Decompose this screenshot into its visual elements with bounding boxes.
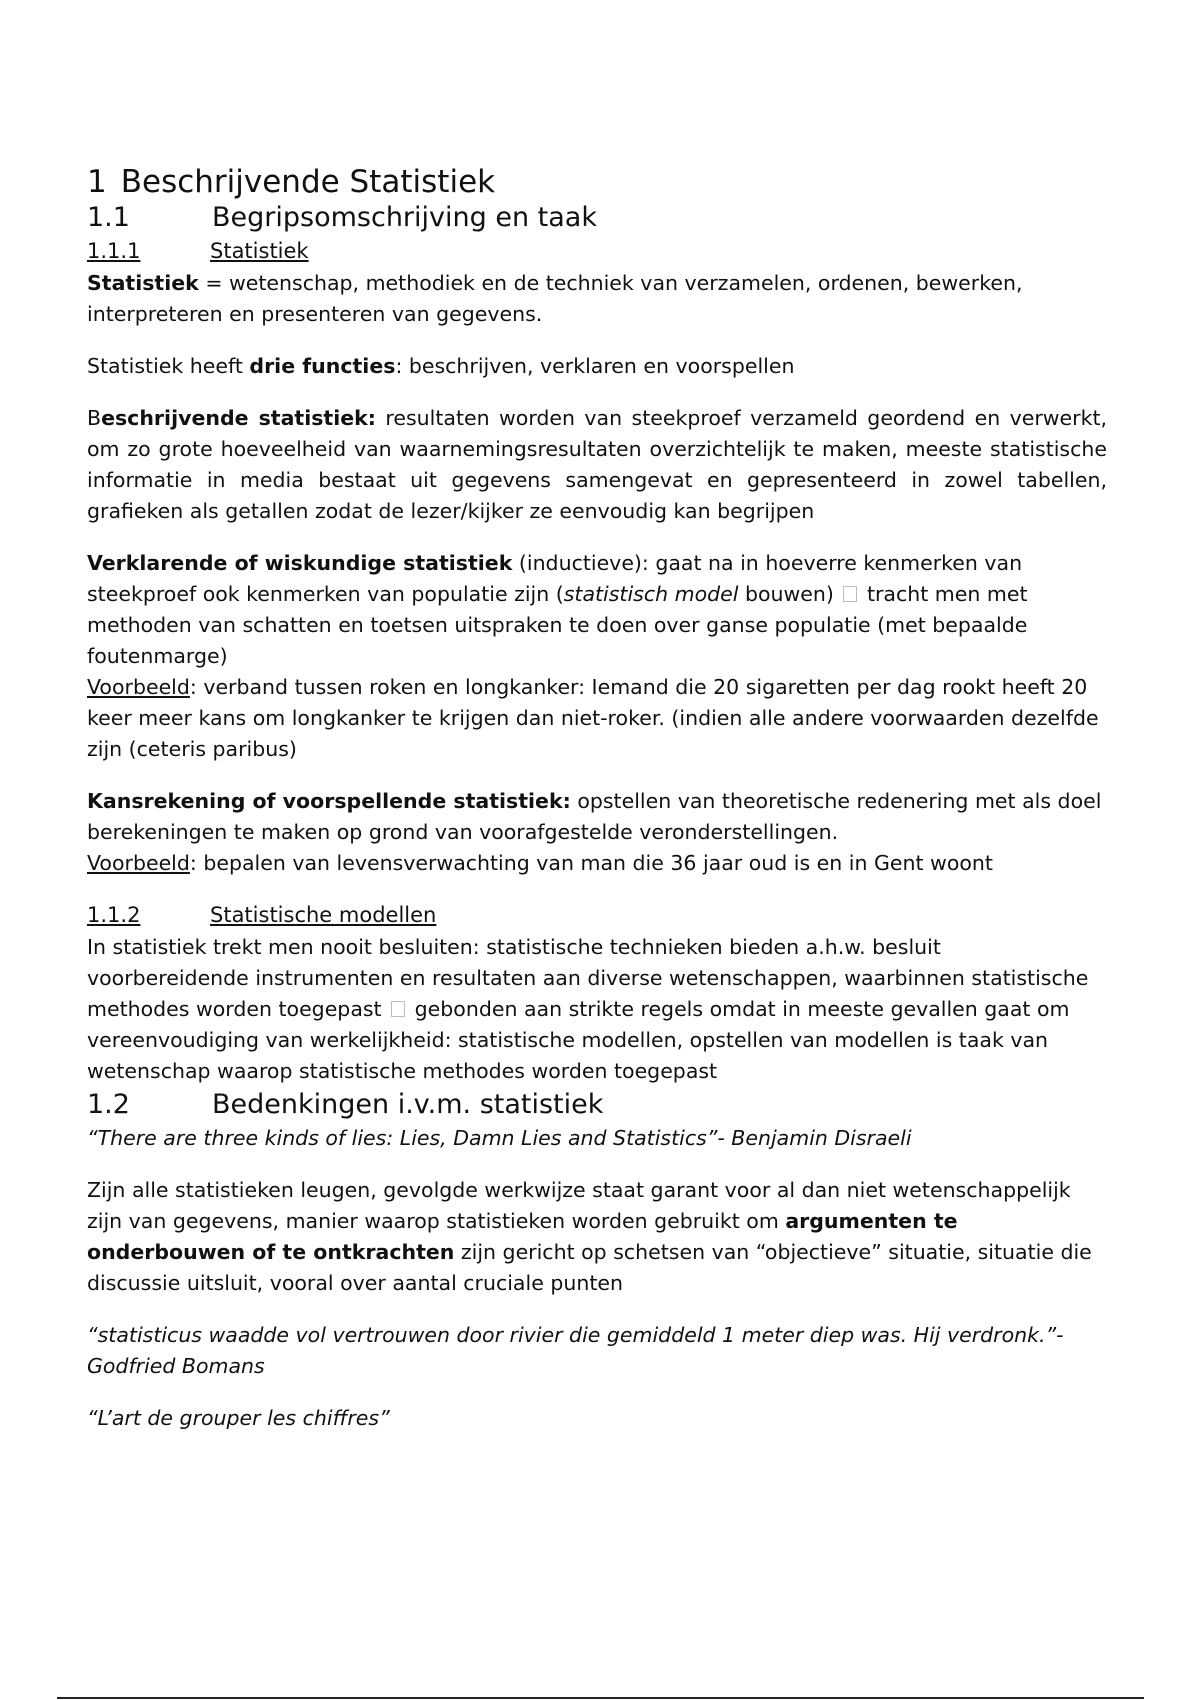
subsection-number: 1.1.1	[87, 239, 141, 263]
example-label: Voorbeeld	[87, 675, 190, 699]
models-text-2: gebonden aan strikte regels omdat in meeste gevallen gaat om vereenvoudiging van werkelijkheid: statistische modellen, opstellen van modellen is taak van wetenschap waarop statistische methodes worden toegepast	[87, 997, 1070, 1083]
inferential-italic: statistisch model	[563, 582, 739, 606]
example-label: Voorbeeld	[87, 851, 190, 875]
inferential-paragraph	[87, 548, 1107, 672]
functions-before: Statistiek heeft	[87, 354, 250, 378]
subsection-title: Statistiek	[210, 239, 309, 263]
chapter-title: Beschrijvende Statistiek	[120, 164, 496, 200]
subsection-number: 1.1.2	[87, 903, 141, 927]
inferential-example	[87, 672, 1107, 765]
definition-paragraph	[87, 268, 1107, 330]
subsection-heading-wrap-1-1-2	[87, 900, 1107, 932]
models-text-1: In statistiek trekt men nooit besluiten: statistische technieken bieden a.h.w. besluit voorbereidende instrumenten en resultaten aan diverse wetenschappen, waarbinnen statistische methodes worden toegepast	[87, 935, 1089, 1021]
quote-disraeli: “There are three kinds of lies: Lies, Damn Lies and Statistics”- Benjamin Disraeli	[87, 1126, 912, 1150]
lies-bold: argumenten te onderbouwen of te ontkrachten	[87, 1209, 958, 1264]
inferential-text-3: tracht men met methoden van schatten en toetsen uitspraken te doen over ganse populatie (met bepaalde foutenmarge)	[87, 582, 1028, 668]
quote-chiffres: “L’art de grouper les chiffres”	[87, 1406, 390, 1430]
chapter-number: 1	[87, 164, 107, 200]
example-text: : verband tussen roken en longkanker: Iemand die 20 sigaretten per dag rookt heeft 20 keer meer kans om longkanker te krijgen dan niet-roker. (indien alle andere voorwaarden dezelfde zijn (ceteris paribus)	[87, 675, 1099, 761]
inferential-text-1: (inductieve): gaat na in hoeverre kenmerken van steekproef ook kenmerken van populatie zijn (	[87, 551, 1023, 606]
quote-bomans: “statisticus waadde vol vertrouwen door rivier die gemiddeld 1 meter diep was. Hij verdronk.”- Godfried Bomans	[87, 1323, 1064, 1378]
example-text: : bepalen van levensverwachting van man die 36 jaar oud is en in Gent woont	[189, 851, 993, 875]
definition-text: = wetenschap, methodiek en de techniek van verzamelen, ordenen, bewerken, interpreteren en presenteren van gegevens.	[87, 271, 1023, 326]
probability-bold: Kansrekening of voorspellende statistiek:	[87, 789, 571, 813]
models-paragraph	[87, 932, 1107, 1087]
section-title: Begripsomschrijving en taak	[212, 202, 597, 233]
functions-bold: drie functies	[249, 354, 396, 378]
descriptive-lead-bold: eschrijvende statistiek:	[101, 406, 376, 430]
arrow-placeholder-icon	[391, 1001, 405, 1017]
probability-example	[87, 848, 1107, 879]
descriptive-text: resultaten worden van steekproef verzameld geordend en verwerkt, om zo grote hoeveelheid van waarnemingsresultaten overzichtelijk te maken, meeste statistische informatie in media bestaat uit gegevens samengevat en gepresenteerd in zowel tabellen, grafieken als getallen zodat de lezer/kijker ze eenvoudig kan begrijpen	[87, 406, 1108, 523]
section-number: 1.1	[87, 202, 130, 233]
subsection-heading-wrap-1-1-1	[87, 236, 1107, 268]
inferential-bold: Verklarende of wiskundige statistiek	[87, 551, 513, 575]
descriptive-paragraph	[87, 403, 1107, 527]
functions-paragraph	[87, 351, 1107, 382]
footer-divider	[57, 1697, 1144, 1699]
section-heading-1-1	[87, 200, 1107, 236]
section-title: Bedenkingen i.v.m. statistiek	[212, 1089, 604, 1120]
document-page	[87, 164, 1107, 1434]
probability-text: opstellen van theoretische redenering met als doel berekeningen te maken op grond van voorafgestelde veronderstellingen.	[87, 789, 1102, 844]
subsection-heading-1-1-2	[87, 900, 436, 930]
functions-after: : beschrijven, verklaren en voorspellen	[395, 354, 795, 378]
descriptive-lead-plain: B	[87, 406, 102, 430]
subsection-heading-1-1-1	[87, 236, 309, 266]
subsection-title: Statistische modellen	[210, 903, 437, 927]
lies-text-2: zijn gericht op schetsen van “objectieve” situatie, situatie die discussie uitsluit, vooral over aantal cruciale punten	[87, 1240, 1092, 1295]
inferential-text-2: bouwen)	[738, 582, 841, 606]
probability-paragraph	[87, 786, 1107, 848]
definition-term: Statistiek	[87, 271, 199, 295]
lies-paragraph	[87, 1175, 1107, 1299]
section-number: 1.2	[87, 1089, 130, 1120]
chapter-heading	[87, 164, 1107, 200]
lies-text-1: Zijn alle statistieken leugen, gevolgde werkwijze staat garant voor al dan niet wetenschappelijk zijn van gegevens, manier waarop statistieken worden gebruikt om	[87, 1178, 1071, 1233]
section-heading-1-2	[87, 1087, 1107, 1123]
arrow-placeholder-icon	[843, 586, 857, 602]
